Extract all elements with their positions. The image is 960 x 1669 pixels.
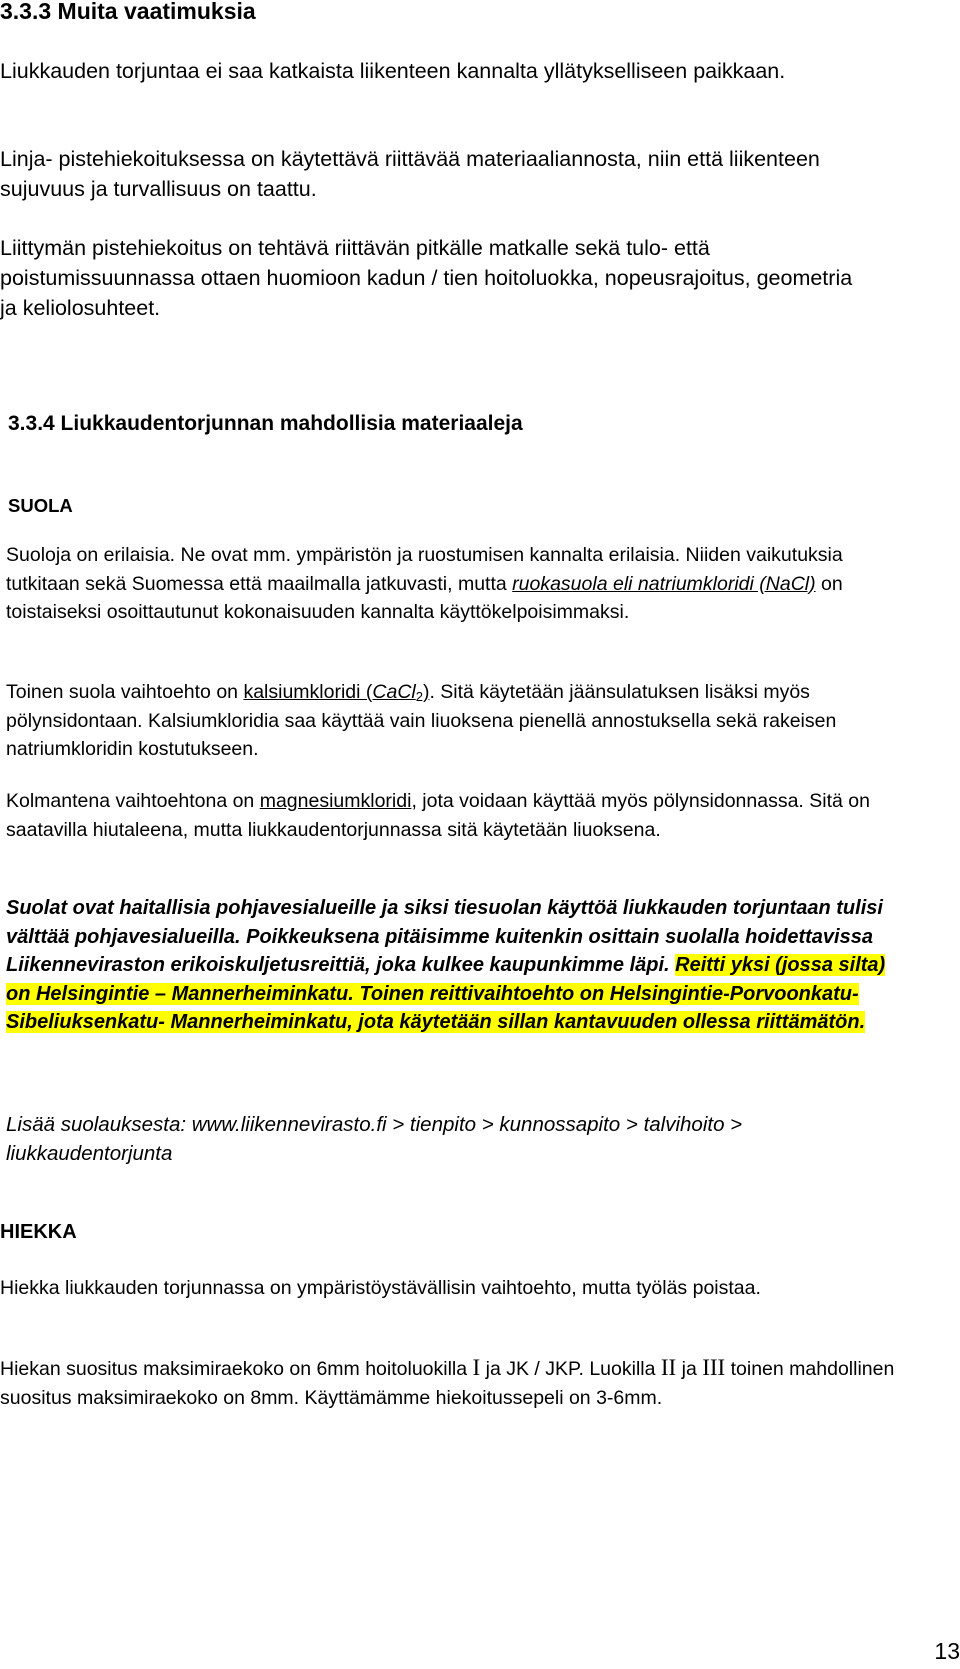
- paragraph-line-point-gritting: Linja- pistehiekoituksessa on käytettävä riittävää materiaaliannosta, niin että liikenteen sujuvuus ja turvallisuus on taattu.: [0, 147, 820, 201]
- paragraph-sand-grain-size: Hiekan suositus maksimiraekoko on 6mm hoitoluokilla I ja JK / JKP. Luokilla II ja III toinen mahdollinen suositus maksimiraekoko on 8mm. Käyttämämme hiekoitussepeli on 3-6mm.: [0, 1355, 895, 1409]
- magnesium-chloride-link: magnesiumkloridi: [259, 790, 412, 812]
- sodium-chloride-link: ruokasuola eli natriumkloridi (NaCl): [512, 572, 816, 595]
- salt-label: SUOLA: [8, 495, 73, 516]
- section-heading-3-3-4: 3.3.4 Liukkaudentorjunnan mahdollisia materiaaleja: [8, 412, 523, 435]
- paragraph-junction-gritting: Liittymän pistehiekoitus on tehtävä riittävän pitkälle matkalle sekä tulo- että poistumissuunnassa ottaen huomioon kadun / tien hoitoluokka, nopeusrajoitus, geometria ja keliolosuhteet.: [0, 236, 853, 320]
- paragraph-traffic-continuity: Liukkauden torjuntaa ei saa katkaista liikenteen kannalta yllätykselliseen paikkaan.: [0, 59, 786, 83]
- paragraph-magnesium-chloride: Kolmantena vaihtoehtona on magnesiumkloridi, jota voidaan käyttää myös pölynsidonnassa. Sitä on saatavilla hiutaleena, mutta liukkaudentorjunnassa sitä käytetään liuoksena.: [6, 790, 870, 841]
- paragraph-calcium-chloride: Toinen suola vaihtoehto on kalsiumkloridi (CaCl$_2$). Sitä käytetään jäänsulatuksen lisäksi myös pölynsidontaan. Kalsiumkloridia saa käyttää vain liuoksena pienellä annostuksella sekä rakeisen natriumkloridin kostutukseen.: [6, 681, 837, 760]
- section-heading-3-3-3: 3.3.3 Muita vaatimuksia: [0, 0, 256, 24]
- paragraph-sand-environment: Hiekka liukkauden torjunnassa on ympäristöystävällisin vaihtoehto, mutta työläs poistaa.: [0, 1277, 761, 1299]
- special-transport-route-highlight: Reitti yksi (jossa silta) on Helsingintie – Mannerheiminkatu. Toinen reittivaihtoehto on Helsingintie-Porvoonkatu-Sibeliuksenkatu- Mannerheiminkatu, jota käytetään sillan kantavuuden ollessa riittämätön.: [6, 954, 886, 1033]
- page-number: 13: [934, 1638, 960, 1664]
- more-info-salting: Lisää suolauksesta: www.liikennevirasto.fi > tienpito > kunnossapito > talvihoito > liukkaudentorjunta: [6, 1113, 743, 1165]
- paragraph-salt-types: Suoloja on erilaisia. Ne ovat mm. ympäristön ja ruostumisen kannalta erilaisia. Niiden vaikutuksia tutkitaan sekä Suomessa että maailmalla jatkuvasti, mutta ruokasuola eli natriumkloridi (NaCl) on toistaiseksi osoittautunut kokonaisuuden kannalta käyttökelpoisimmaksi.: [6, 544, 843, 623]
- groundwater-warning: Suolat ovat haitallisia pohjavesialueille ja siksi tiesuolan käyttöä liukkauden torjuntaan tulisi välttää pohjavesialueilla. Poikkeuksena pitäisimme kuitenkin osittain suolalla hoidettavissa Liikenneviraston erikoiskuljetusreittiä, joka kulkee kaupunkimme läpi. Reitti yksi (jossa silta) on Helsingintie – Mannerheiminkatu. Toinen reittivaihtoehto on Helsingintie-Porvoonkatu-Sibeliuksenkatu- Mannerheiminkatu, jota käytetään sillan kantavuuden ollessa riittämätön.: [6, 897, 886, 1033]
- calcium-chloride-link: kalsiumkloridi (CaCl$_2$): [243, 681, 430, 704]
- sand-label: HIEKKA: [0, 1221, 77, 1243]
